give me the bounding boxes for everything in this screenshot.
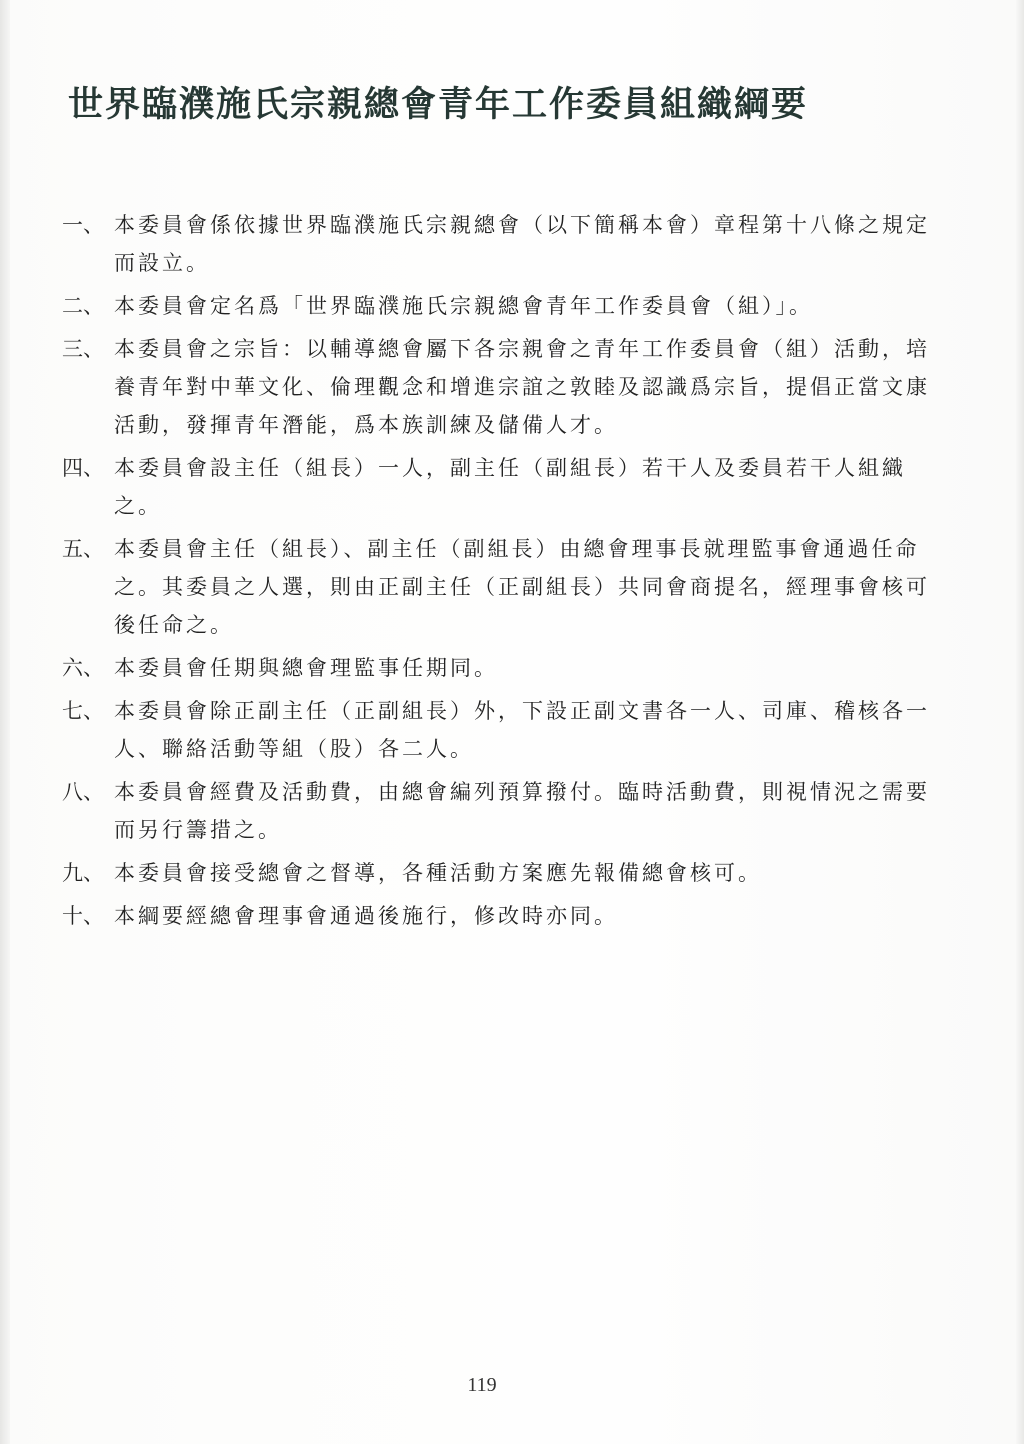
page-number: 119 [467,1374,497,1396]
article-item-2 [62,287,932,325]
article-text: 本委員會除正副主任（正副組長）外，下設正副文書各一人、司庫、稽核各一人、聯絡活動等組（股）各二人。 [114,699,930,761]
article-number: 十、 [62,904,104,928]
document-title: 世界臨濮施氏宗親總會青年工作委員組織綱要 [68,85,809,125]
article-text: 本綱要經總會理事會通過後施行，修改時亦同。 [114,904,618,928]
article-item-1 [62,206,932,282]
article-item-10 [62,897,932,935]
article-list [62,206,932,940]
article-text: 本委員會主任（組長）、副主任（副組長）由總會理事長就理監事會通過任命之。其委員之人選，則由正副主任（正副組長）共同會商提名，經理事會核可後任命之。 [114,537,930,637]
article-text: 本委員會經費及活動費，由總會編列預算撥付。臨時活動費，則視情況之需要而另行籌措之。 [114,780,930,842]
article-text: 本委員會接受總會之督導，各種活動方案應先報備總會核可。 [114,861,762,885]
page-edge-shadow-left [0,0,10,1444]
article-number: 二、 [62,294,104,318]
article-number: 八、 [62,780,104,804]
article-text: 本委員會之宗旨：以輔導總會屬下各宗親會之青年工作委員會（組）活動，培養青年對中華文化、倫理觀念和增進宗誼之敦睦及認識爲宗旨，提倡正當文康活動，發揮青年潛能，爲本族訓練及儲備人才。 [114,337,930,437]
article-item-7 [62,692,932,768]
article-text: 本委員會係依據世界臨濮施氏宗親總會（以下簡稱本會）章程第十八條之規定而設立。 [114,213,930,275]
article-text: 本委員會設主任（組長）一人，副主任（副組長）若干人及委員若干人組織之。 [114,456,906,518]
article-number: 三、 [62,337,104,361]
article-number: 七、 [62,699,104,723]
article-number: 一、 [62,213,104,237]
article-number: 五、 [62,537,104,561]
article-item-3 [62,330,932,444]
article-item-9 [62,854,932,892]
article-item-5 [62,530,932,644]
article-number: 九、 [62,861,104,885]
article-item-6 [62,649,932,687]
article-text: 本委員會任期與總會理監事任期同。 [114,656,498,680]
article-text: 本委員會定名爲「世界臨濮施氏宗親總會青年工作委員會（組）」。 [114,294,813,318]
article-number: 四、 [62,456,104,480]
article-item-8 [62,773,932,849]
article-number: 六、 [62,656,104,680]
page-edge-shadow-right [1016,0,1024,1444]
article-item-4 [62,449,932,525]
